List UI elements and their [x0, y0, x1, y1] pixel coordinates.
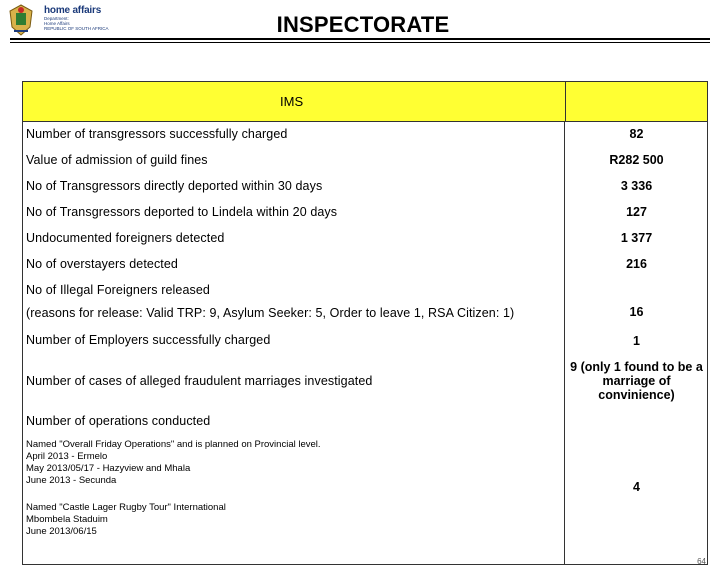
operation-detail-line: June 2013 - Secunda [26, 475, 117, 486]
row-label: Value of admission of guild fines [26, 153, 208, 167]
row-label: No of Transgressors directly deported within 30 days [26, 179, 323, 193]
page-title: INSPECTORATE [276, 12, 450, 37]
operations-value: 4 [633, 480, 640, 494]
operation-detail-line: June 2013/06/15 [26, 526, 97, 537]
row-sublabel: (reasons for release: Valid TRP: 9, Asylum Seeker: 5, Order to leave 1, RSA Citizen: 1) [26, 306, 515, 320]
row-value: 3 336 [620, 179, 653, 193]
operation-detail-line: May 2013/05/17 - Hazyview and Mhala [26, 463, 191, 474]
row-value: R282 500 [609, 153, 664, 167]
logo-main-text: home affairs [44, 5, 102, 16]
row-value: 1 377 [620, 231, 653, 245]
row-label: No of Transgressors deported to Lindela within 20 days [26, 205, 338, 219]
operations-label: Number of operations conducted [26, 414, 211, 428]
row-label: Number of Employers successfully charged [26, 333, 271, 347]
row-label: Number of transgressors successfully charged [26, 127, 288, 141]
operation-detail-line: Named "Castle Lager Rugby Tour" International [26, 502, 226, 513]
row-value: 216 [626, 257, 647, 271]
row-value: 127 [626, 205, 647, 219]
row-value: 82 [629, 127, 644, 141]
operation-detail-line: April 2013 - Ermelo [26, 451, 108, 462]
logo-sub-line: Home Affairs [44, 21, 70, 26]
table-header [22, 81, 708, 122]
logo-sub-line: REPUBLIC OF SOUTH AFRICA [44, 26, 109, 31]
logo-sub-line: Department: [44, 16, 69, 21]
home-affairs-logo [6, 3, 116, 39]
logo-text [44, 5, 109, 31]
row-value: 16 [629, 305, 644, 319]
table-header-label: IMS [280, 94, 304, 109]
statistics-table [22, 81, 708, 565]
row-label: No of Illegal Foreigners released [26, 283, 210, 297]
row-label: Number of cases of alleged fraudulent marriages investigated [26, 374, 373, 388]
row-value: 1 [633, 334, 640, 348]
row-value: 9 (only 1 found to be a marriage of convinience) [570, 360, 703, 402]
title-divider [10, 38, 710, 40]
row-label: Undocumented foreigners detected [26, 231, 225, 245]
title-divider-thin [10, 42, 710, 43]
coat-of-arms-icon [6, 3, 36, 37]
row-label: No of overstayers detected [26, 257, 178, 271]
page-number: 64 [697, 557, 706, 566]
table-header-left-cell [23, 82, 566, 121]
operation-detail-line: Mbombela Staduim [26, 514, 108, 525]
operation-detail-line: Named "Overall Friday Operations" and is planned on Provincial level. [26, 439, 321, 450]
